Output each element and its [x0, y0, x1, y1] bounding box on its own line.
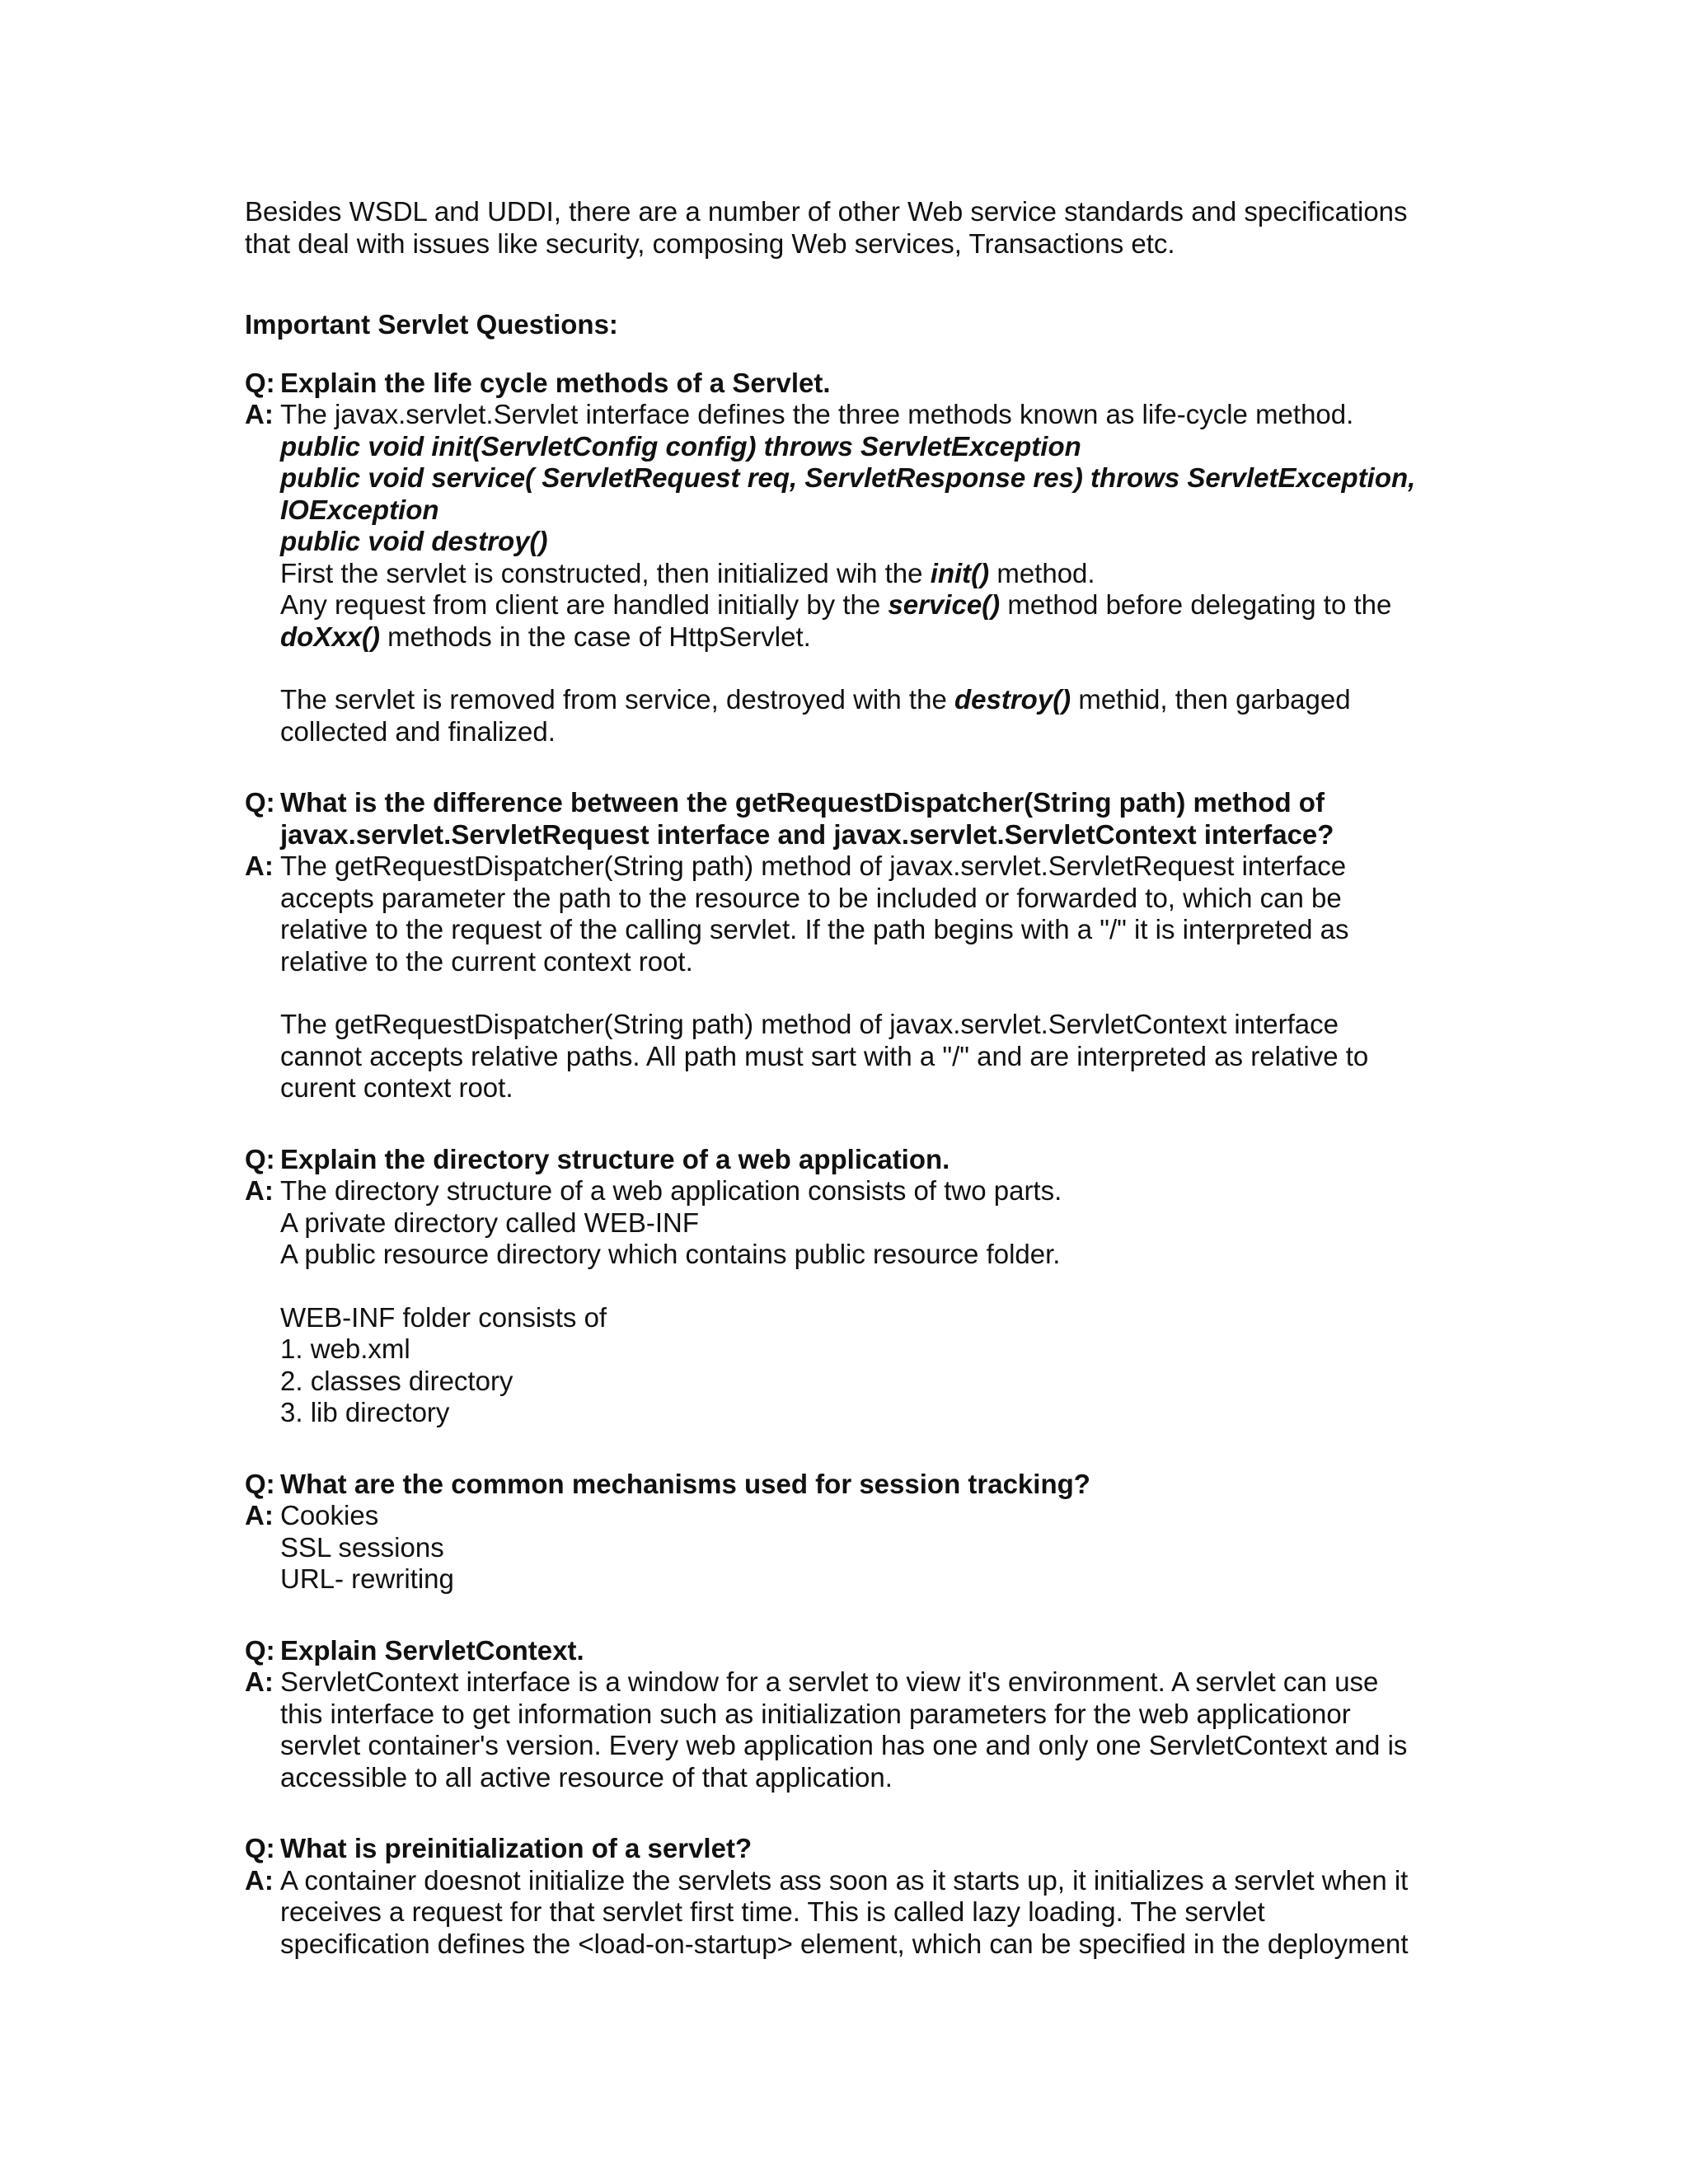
list-item: SSL sessions	[280, 1531, 444, 1563]
intro-line: Besides WSDL and UDDI, there are a number of other Web service standards and specifications	[245, 196, 1408, 227]
answer-line: A container doesnot initialize the servlets ass soon as it starts up, it initializes a servlet when it	[280, 1864, 1409, 1896]
answer-line: cannot accepts relative paths. All path must sart with a "/" and are interpreted as relative to	[280, 1040, 1369, 1071]
answer-line	[280, 621, 1448, 654]
qa-request-dispatcher	[245, 787, 1448, 1104]
answer-line: The directory structure of a web application consists of two parts.	[280, 1175, 1062, 1206]
a-label: A:	[245, 851, 274, 881]
code-line: IOException	[280, 494, 439, 525]
answer-text	[280, 1500, 1448, 1596]
answer-line: A private directory called WEB-INF	[280, 1207, 699, 1238]
answer-row	[245, 1175, 1448, 1429]
document-page	[245, 196, 1448, 1999]
q-label: Q:	[245, 1143, 275, 1174]
answer-row	[245, 399, 1448, 748]
list-item: 3. lib directory	[280, 1397, 450, 1427]
answer-text	[280, 851, 1448, 1104]
list-item: Cookies	[280, 1500, 379, 1530]
question-text	[280, 787, 1448, 851]
answer-line: relative to the current context root.	[280, 945, 693, 977]
question-text: Explain the directory structure of a web application.	[280, 1143, 950, 1174]
q-label: Q:	[245, 1634, 275, 1666]
answer-text	[280, 399, 1448, 748]
code-line: public void destroy()	[280, 526, 548, 556]
text-run: First the servlet is constructed, then initialized wih the	[280, 557, 931, 588]
answer-line: receives a request for that servlet first time. This is called lazy loading. The servlet	[280, 1896, 1265, 1927]
answer-text	[280, 1175, 1448, 1429]
answer-line: relative to the request of the calling servlet. If the path begins with a "/" it is interpreted as	[280, 914, 1349, 944]
code-line: public void init(ServletConfig config) throws ServletException	[280, 430, 1081, 462]
a-label: A:	[245, 399, 274, 429]
method-name: init()	[930, 557, 990, 588]
answer-line	[280, 684, 1448, 716]
answer-row	[245, 1500, 1448, 1596]
code-line: public void service( ServletRequest req, ServletResponse res) throws ServletException,	[280, 462, 1416, 493]
question-row	[245, 368, 1448, 400]
qa-servlet-context	[245, 1635, 1448, 1794]
method-name: doXxx()	[280, 621, 381, 652]
question-line: javax.servlet.ServletRequest interface and javax.servlet.ServletContext interface?	[280, 818, 1334, 850]
a-label: A:	[245, 1175, 274, 1206]
text-run: The servlet is removed from service, destroyed with the	[280, 684, 954, 715]
list-item: 2. classes directory	[280, 1365, 513, 1396]
qa-directory-structure	[245, 1144, 1448, 1429]
method-name: service()	[888, 589, 1001, 620]
section-heading: Important Servlet Questions:	[245, 309, 618, 340]
q-label: Q:	[245, 787, 275, 818]
answer-line: The getRequestDispatcher(String path) method of javax.servlet.ServletRequest interface	[280, 851, 1347, 881]
question-text: What are the common mechanisms used for session tracking?	[280, 1468, 1090, 1499]
answer-line	[280, 589, 1448, 621]
answer-row	[245, 1666, 1448, 1793]
answer-line: ServletContext interface is a window for a servlet to view it's environment. A servlet can use	[280, 1666, 1379, 1697]
a-label: A:	[245, 1500, 274, 1530]
question-row	[245, 1144, 1448, 1176]
text-run: method before delegating to the	[1000, 589, 1392, 620]
answer-line	[280, 558, 1448, 590]
answer-line: specification defines the <load-on-startup> element, which can be specified in the deployment	[280, 1928, 1409, 1959]
answer-line: The javax.servlet.Servlet interface defines the three methods known as life-cycle method.	[280, 399, 1354, 429]
intro-line: that deal with issues like security, composing Web services, Transactions etc.	[245, 227, 1175, 259]
intro-paragraph	[245, 196, 1448, 260]
answer-line: accepts parameter the path to the resource to be included or forwarded to, which can be	[280, 882, 1342, 913]
qa-preinitialization	[245, 1833, 1448, 1960]
method-name: destroy()	[954, 684, 1071, 715]
list-item: URL- rewriting	[280, 1563, 454, 1594]
text-run: methid, then garbaged	[1071, 684, 1351, 715]
answer-text	[280, 1666, 1448, 1793]
list-title: WEB-INF folder consists of	[280, 1301, 607, 1333]
answer-text	[280, 1865, 1448, 1961]
a-label: A:	[245, 1864, 274, 1896]
answer-line: accessible to all active resource of that application.	[280, 1761, 893, 1793]
answer-line: The getRequestDispatcher(String path) method of javax.servlet.ServletContext interface	[280, 1009, 1339, 1039]
list-item: 1. web.xml	[280, 1333, 410, 1364]
answer-line: curent context root.	[280, 1072, 513, 1103]
answer-line: servlet container's version. Every web application has one and only one ServletContext and is	[280, 1730, 1408, 1760]
qa-session-tracking	[245, 1469, 1448, 1596]
a-label: A:	[245, 1666, 274, 1697]
qa-life-cycle	[245, 368, 1448, 748]
paragraph-gap	[280, 653, 1448, 684]
answer-row	[245, 1865, 1448, 1961]
text-run: Any request from client are handled initially by the	[280, 589, 889, 620]
question-row	[245, 1469, 1448, 1501]
q-label: Q:	[245, 1468, 275, 1499]
question-row	[245, 1635, 1448, 1667]
question-text: Explain ServletContext.	[280, 1634, 584, 1666]
question-row	[245, 787, 1448, 851]
paragraph-gap	[280, 977, 1448, 1009]
question-line: What is the difference between the getRequestDispatcher(String path) method of	[280, 787, 1325, 818]
answer-line: A public resource directory which contains public resource folder.	[280, 1239, 1061, 1269]
text-run: method.	[989, 557, 1095, 588]
paragraph-gap	[280, 1271, 1448, 1302]
q-label: Q:	[245, 367, 275, 398]
question-row	[245, 1833, 1448, 1865]
question-text: What is preinitialization of a servlet?	[280, 1833, 753, 1863]
answer-row	[245, 851, 1448, 1104]
q-label: Q:	[245, 1833, 275, 1863]
answer-line: collected and finalized.	[280, 715, 556, 747]
text-run: methods in the case of HttpServlet.	[380, 621, 811, 652]
answer-line: this interface to get information such as initialization parameters for the web applicationor	[280, 1698, 1351, 1729]
question-text: Explain the life cycle methods of a Servlet.	[280, 367, 831, 398]
